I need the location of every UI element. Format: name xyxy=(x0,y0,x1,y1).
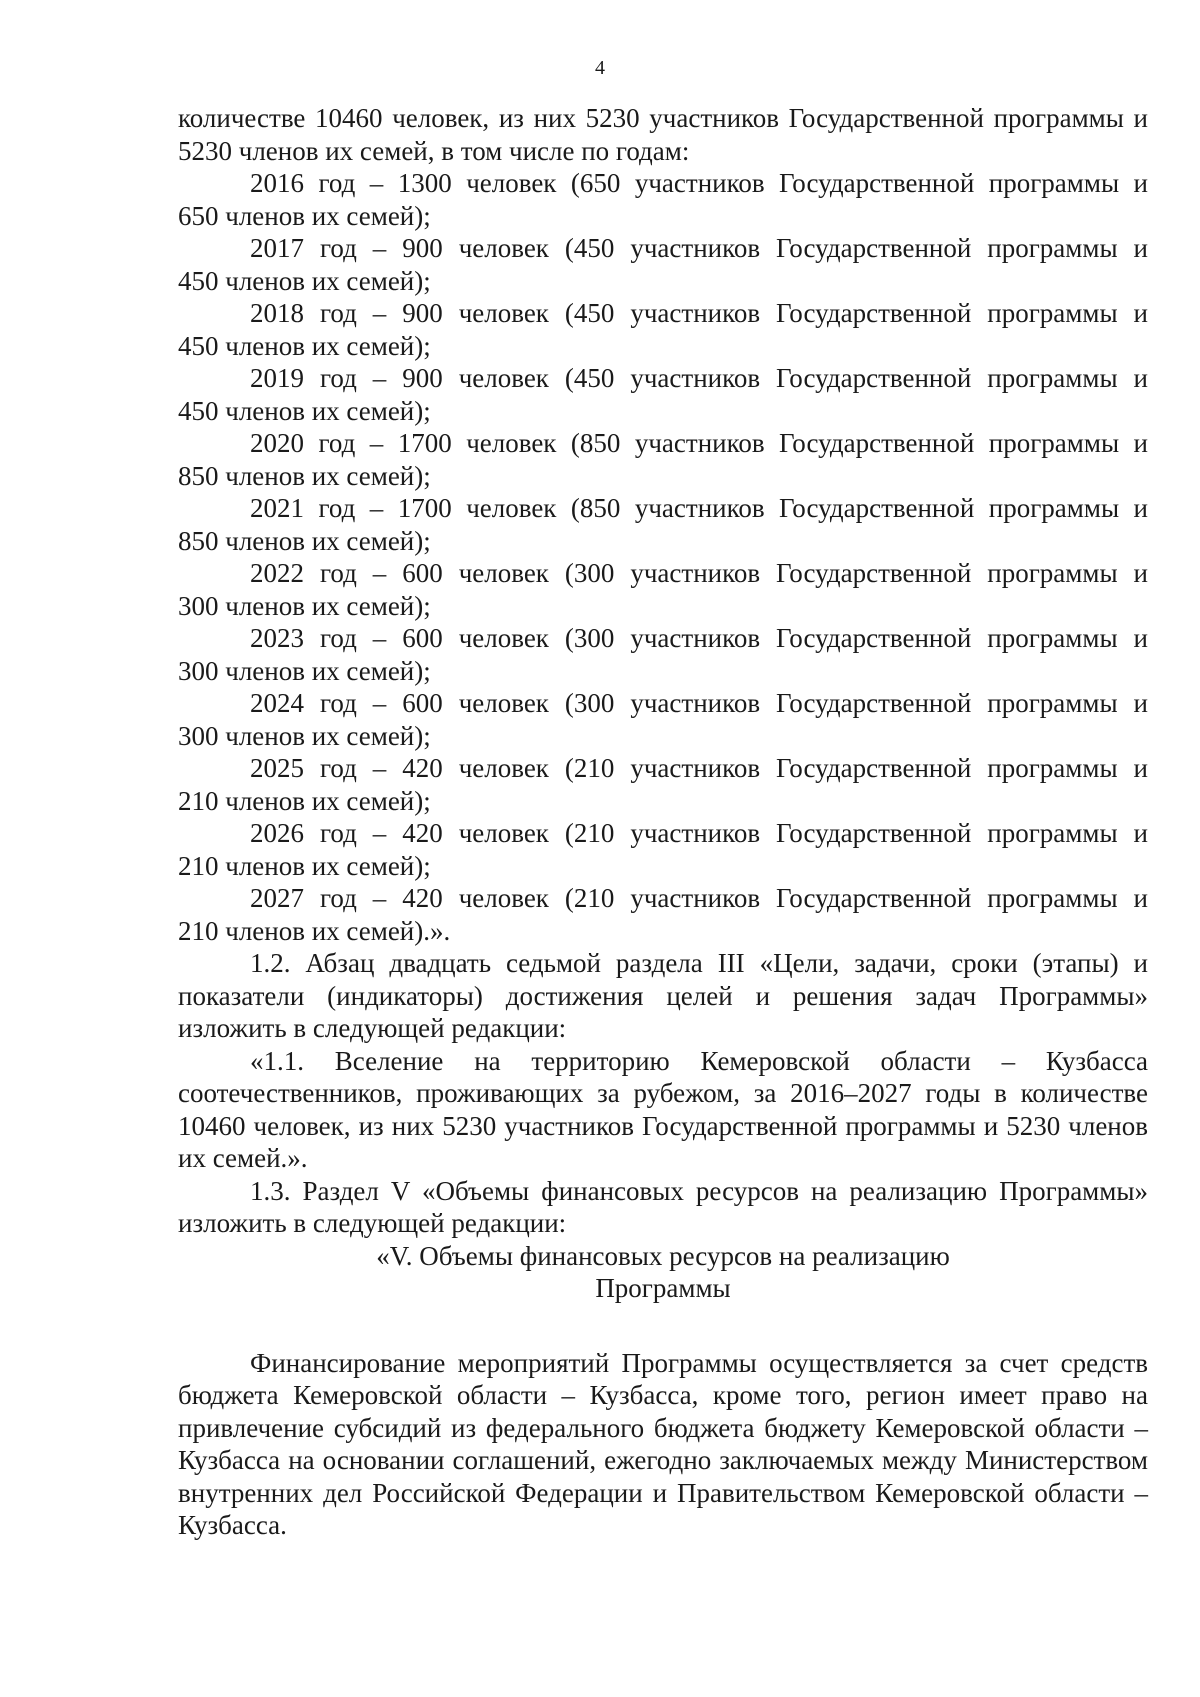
financing-paragraph: Финансирование мероприятий Программы осуществляется за счет средств бюджета Кемеровской области – Кузбасса, кроме того, регион имеет право на привлечение субсидий из федерального бюджета бюджету Кемеровской области – Кузбасса на основании соглашений, ежегодно заключаемых между Министерством внутренних дел Российской Федерации и Правительством Кемеровской области – Кузбасса. xyxy=(178,1347,1148,1540)
year-line-cont: 450 членов их семей); xyxy=(178,330,431,361)
year-entry xyxy=(178,492,1148,557)
year-entry xyxy=(178,882,1148,947)
section-heading-line2: Программы xyxy=(595,1273,731,1303)
year-entry xyxy=(178,622,1148,687)
section-heading-line1: «V. Объемы финансовых ресурсов на реализацию xyxy=(376,1240,950,1271)
spacer xyxy=(178,1305,1148,1347)
intro-paragraph: количестве 10460 человек, из них 5230 участников Государственной программы и 5230 членов их семей, в том числе по годам: xyxy=(178,103,1148,166)
quote-1-1: «1.1. Вселение на территорию Кемеровской области – Кузбасса соотечественников, проживающих за рубежом, за 2016–2027 годы в количестве 10460 человек, из них 5230 участников Государственной программы и 5230 членов их семей.». xyxy=(178,1045,1148,1173)
year-line-cont: 300 членов их семей); xyxy=(178,590,431,621)
year-line-cont: 450 членов их семей); xyxy=(178,265,431,296)
year-line: 2024 год – 600 человек (300 участников Государственной программы и xyxy=(250,688,1148,718)
year-line: 2016 год – 1300 человек (650 участников Государственной программы и xyxy=(250,168,1148,198)
paragraph-1-2: 1.2. Абзац двадцать седьмой раздела III «Цели, задачи, сроки (этапы) и показатели (индикаторы) достижения целей и решения задач Программы» изложить в следующей редакции: xyxy=(178,948,1148,1043)
year-entry xyxy=(178,752,1148,817)
year-line-cont: 300 членов их семей); xyxy=(178,720,431,751)
year-line: 2018 год – 900 человек (450 участников Государственной программы и xyxy=(250,298,1148,328)
year-line: 2021 год – 1700 человек (850 участников Государственной программы и xyxy=(250,493,1148,523)
year-entry xyxy=(178,232,1148,297)
year-entry xyxy=(178,557,1148,622)
year-line-cont: 300 членов их семей); xyxy=(178,655,431,686)
year-line-cont: 210 членов их семей).». xyxy=(178,915,451,946)
year-line: 2022 год – 600 человек (300 участников Государственной программы и xyxy=(250,558,1148,588)
page-number: 4 xyxy=(595,57,605,79)
year-entry xyxy=(178,297,1148,362)
year-line-cont: 850 членов их семей); xyxy=(178,525,431,556)
year-entry xyxy=(178,362,1148,427)
year-line: 2017 год – 900 человек (450 участников Государственной программы и xyxy=(250,233,1148,263)
year-line: 2026 год – 420 человек (210 участников Государственной программы и xyxy=(250,818,1148,848)
year-line: 2025 год – 420 человек (210 участников Государственной программы и xyxy=(250,753,1148,783)
year-entry xyxy=(178,167,1148,232)
year-entry xyxy=(178,687,1148,752)
year-line-cont: 210 членов их семей); xyxy=(178,785,431,816)
year-list xyxy=(178,167,1148,947)
paragraph-1-3: 1.3. Раздел V «Объемы финансовых ресурсов на реализацию Программы» изложить в следующей редакции: xyxy=(178,1175,1148,1238)
document-body xyxy=(178,102,1148,1542)
year-line-cont: 650 членов их семей); xyxy=(178,200,431,231)
year-entry xyxy=(178,817,1148,882)
year-line: 2020 год – 1700 человек (850 участников Государственной программы и xyxy=(250,428,1148,458)
section-heading xyxy=(178,1240,1148,1305)
year-line: 2027 год – 420 человек (210 участников Государственной программы и xyxy=(250,883,1148,913)
year-line-cont: 450 членов их семей); xyxy=(178,395,431,426)
year-line: 2019 год – 900 человек (450 участников Государственной программы и xyxy=(250,363,1148,393)
year-entry xyxy=(178,427,1148,492)
year-line-cont: 850 членов их семей); xyxy=(178,460,431,491)
year-line-cont: 210 членов их семей); xyxy=(178,850,431,881)
year-line: 2023 год – 600 человек (300 участников Государственной программы и xyxy=(250,623,1148,653)
